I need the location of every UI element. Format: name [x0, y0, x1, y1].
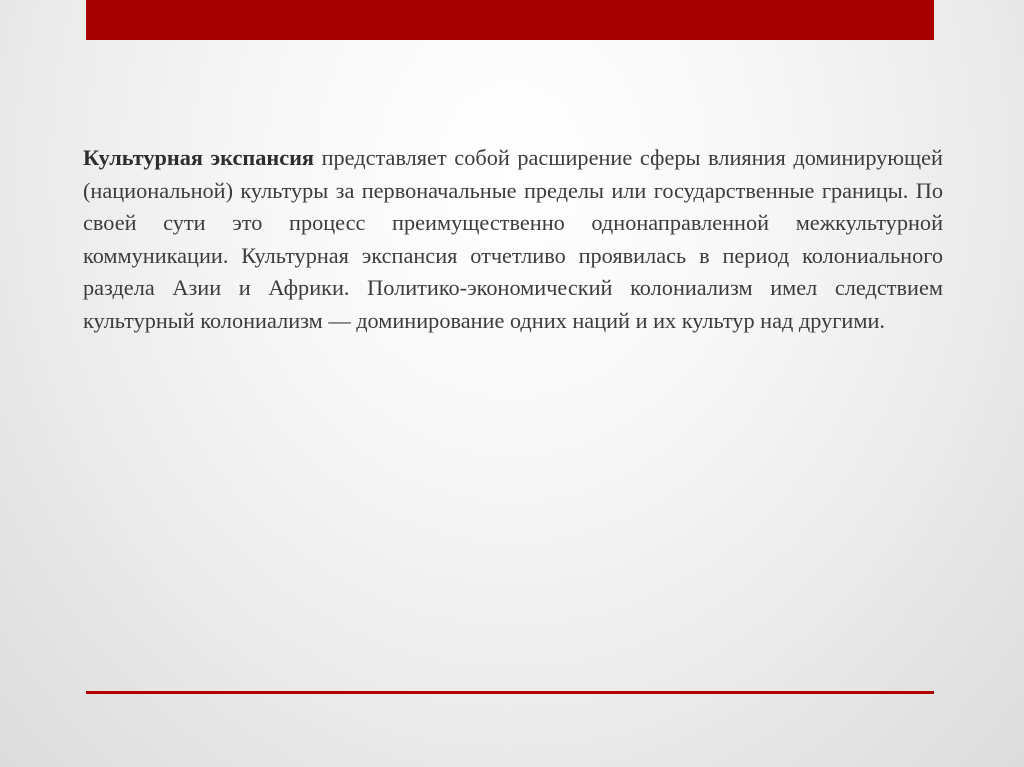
- bottom-divider: [86, 691, 934, 694]
- top-accent-bar: [86, 0, 934, 40]
- key-term: Культурная экспансия: [83, 145, 314, 170]
- slide-body-text: [83, 142, 943, 338]
- definition-text: представляет собой расширение сферы влияния доминирующей (национальной) культуры за первоначальные пределы или государственные границы. По своей сути это процесс преимущественно однонаправленной межкультурной коммуникации. Культурная экспансия отчетливо проявилась в период колониального раздела Азии и Африки. Политико-экономический колониализм имел следствием культурный колониализм — доминирование одних наций и их культур над другими.: [83, 145, 943, 333]
